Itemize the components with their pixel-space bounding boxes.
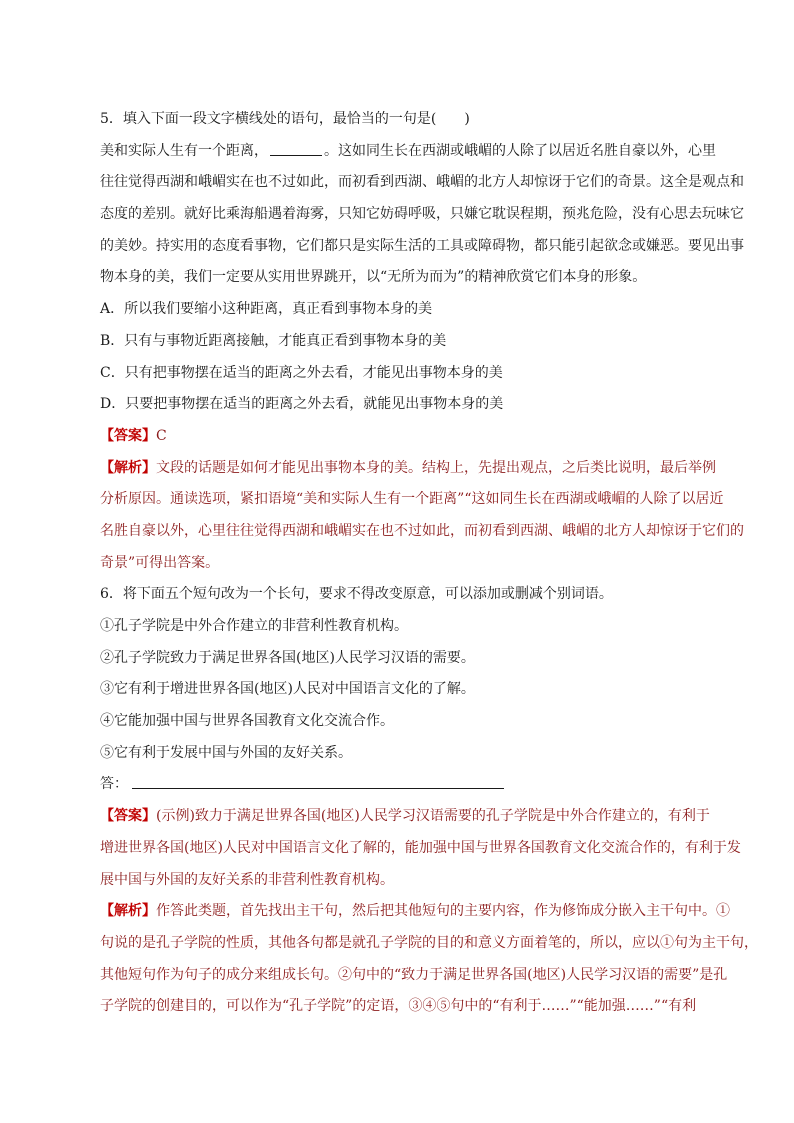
- q5-passage-line: 物本身的美，我们一定要从实用世界跳开，以“无所为而为”的精神欣赏它们本身的形象。: [100, 269, 647, 286]
- q5-analysis-line: [100, 453, 720, 485]
- answer-value: C: [156, 427, 167, 444]
- answer-tag: 【答案】: [100, 808, 156, 825]
- q5-option-d: D．只要把事物摆在适当的距离之外去看，就能见出事物本身的美: [100, 396, 504, 413]
- fill-blank: [270, 141, 322, 156]
- q6-answer-line: [100, 801, 720, 833]
- q6-sentence: ③它有利于增进世界各国(地区)人民对中国语言文化的了解。: [100, 681, 475, 698]
- answer-text: (示例)致力于满足世界各国(地区)人民学习汉语需要的孔子学院是中外合作建立的，有利于: [156, 808, 710, 825]
- q5-passage-line: [100, 136, 720, 168]
- q6-sentence: ②孔子学院致力于满足世界各国(地区)人民学习汉语的需要。: [100, 649, 475, 666]
- q6-answer-line: 展中国与外国的友好关系的非营利性教育机构。: [100, 871, 394, 888]
- analysis-tag: 【解析】: [100, 903, 156, 920]
- q6-sentence: ⑤它有利于发展中国与外国的友好关系。: [100, 744, 352, 761]
- q5-option-a: A．所以我们要缩小这种距离，真正看到事物本身的美: [100, 301, 433, 318]
- document-body: [100, 104, 758, 1023]
- q6-analysis-line: [100, 896, 730, 928]
- q5-title: 5．填入下面一段文字横线处的语句，最恰当的一句是( ): [100, 111, 470, 127]
- q5-option-b: B．只有与事物近距离接触，才能真正看到事物本身的美: [100, 332, 447, 349]
- q6-answer-line: 增进世界各国(地区)人民对中国语言文化了解的，能加强中国与世界各国教育文化交流合作的，有利于发: [100, 839, 741, 856]
- answer-prompt-label: 答：: [100, 776, 128, 793]
- answer-tag: 【答案】: [100, 427, 156, 444]
- analysis-tag: 【解析】: [100, 459, 156, 476]
- q6-analysis-line: 句说的是孔子学院的性质，其他各句都是就孔子学院的目的和意义方面着笔的，所以，应以①句为主干句，: [100, 934, 758, 951]
- q5-analysis-line: 名胜自豪以外，心里往往觉得西湖和峨嵋实在也不过如此，而初看到西湖、峨嵋的北方人却惊讶于它们的: [100, 522, 744, 539]
- q6-answer-prompt: [100, 769, 720, 801]
- q5-passage-pre: 美和实际人生有一个距离，: [100, 142, 268, 159]
- q5-passage-line: 态度的差别。就好比乘海船遇着海雾，只知它妨碍呼吸，只嫌它耽误程期，预兆危险，没有心思去玩味它: [100, 206, 744, 223]
- q5-answer: [100, 421, 720, 453]
- q6-analysis-line: 其他短句作为句子的成分来组成长句。②句中的“致力于满足世界各国(地区)人民学习汉语的需要”是孔: [100, 966, 728, 983]
- q6-sentence: ①孔子学院是中外合作建立的非营利性教育机构。: [100, 618, 408, 634]
- q5-passage-line: 的美妙。持实用的态度看事物，它们都只是实际生活的工具或障碍物，都只能引起欲念或嫌恶。要见出事: [100, 237, 744, 254]
- q6-sentence: ④它能加强中国与世界各国教育文化交流合作。: [100, 713, 394, 730]
- analysis-text: 作答此类题，首先找出主干句，然后把其他短句的主要内容，作为修饰成分嵌入主干句中。①: [156, 903, 730, 920]
- q5-passage-line: 往往觉得西湖和峨嵋实在也不过如此，而初看到西湖、峨嵋的北方人却惊讶于它们的奇景。这全是观点和: [100, 174, 744, 191]
- analysis-text: 文段的话题是如何才能见出事物本身的美。结构上，先提出观点，之后类比说明，最后举例: [156, 459, 716, 476]
- q6-title: 6．将下面五个短句改为一个长句，要求不得改变原意，可以添加或删减个别词语。: [100, 586, 613, 603]
- q6-analysis-line: 子学院的创建目的，可以作为“孔子学院”的定语，③④⑤句中的“有利于……”“能加强……”“有利: [100, 998, 697, 1015]
- q5-analysis-line: 奇景”可得出答案。: [100, 554, 220, 571]
- q5-option-c: C．只有把事物摆在适当的距离之外去看，才能见出事物本身的美: [100, 364, 503, 381]
- q5-analysis-line: 分析原因。通读选项，紧扣语境“美和实际人生有一个距离”“这如同生长在西湖或峨嵋的人除了以居近: [100, 491, 724, 508]
- answer-underline: [132, 774, 504, 789]
- q5-passage-post: 。这如同生长在西湖或峨嵋的人除了以居近名胜自豪以外，心里: [324, 142, 716, 159]
